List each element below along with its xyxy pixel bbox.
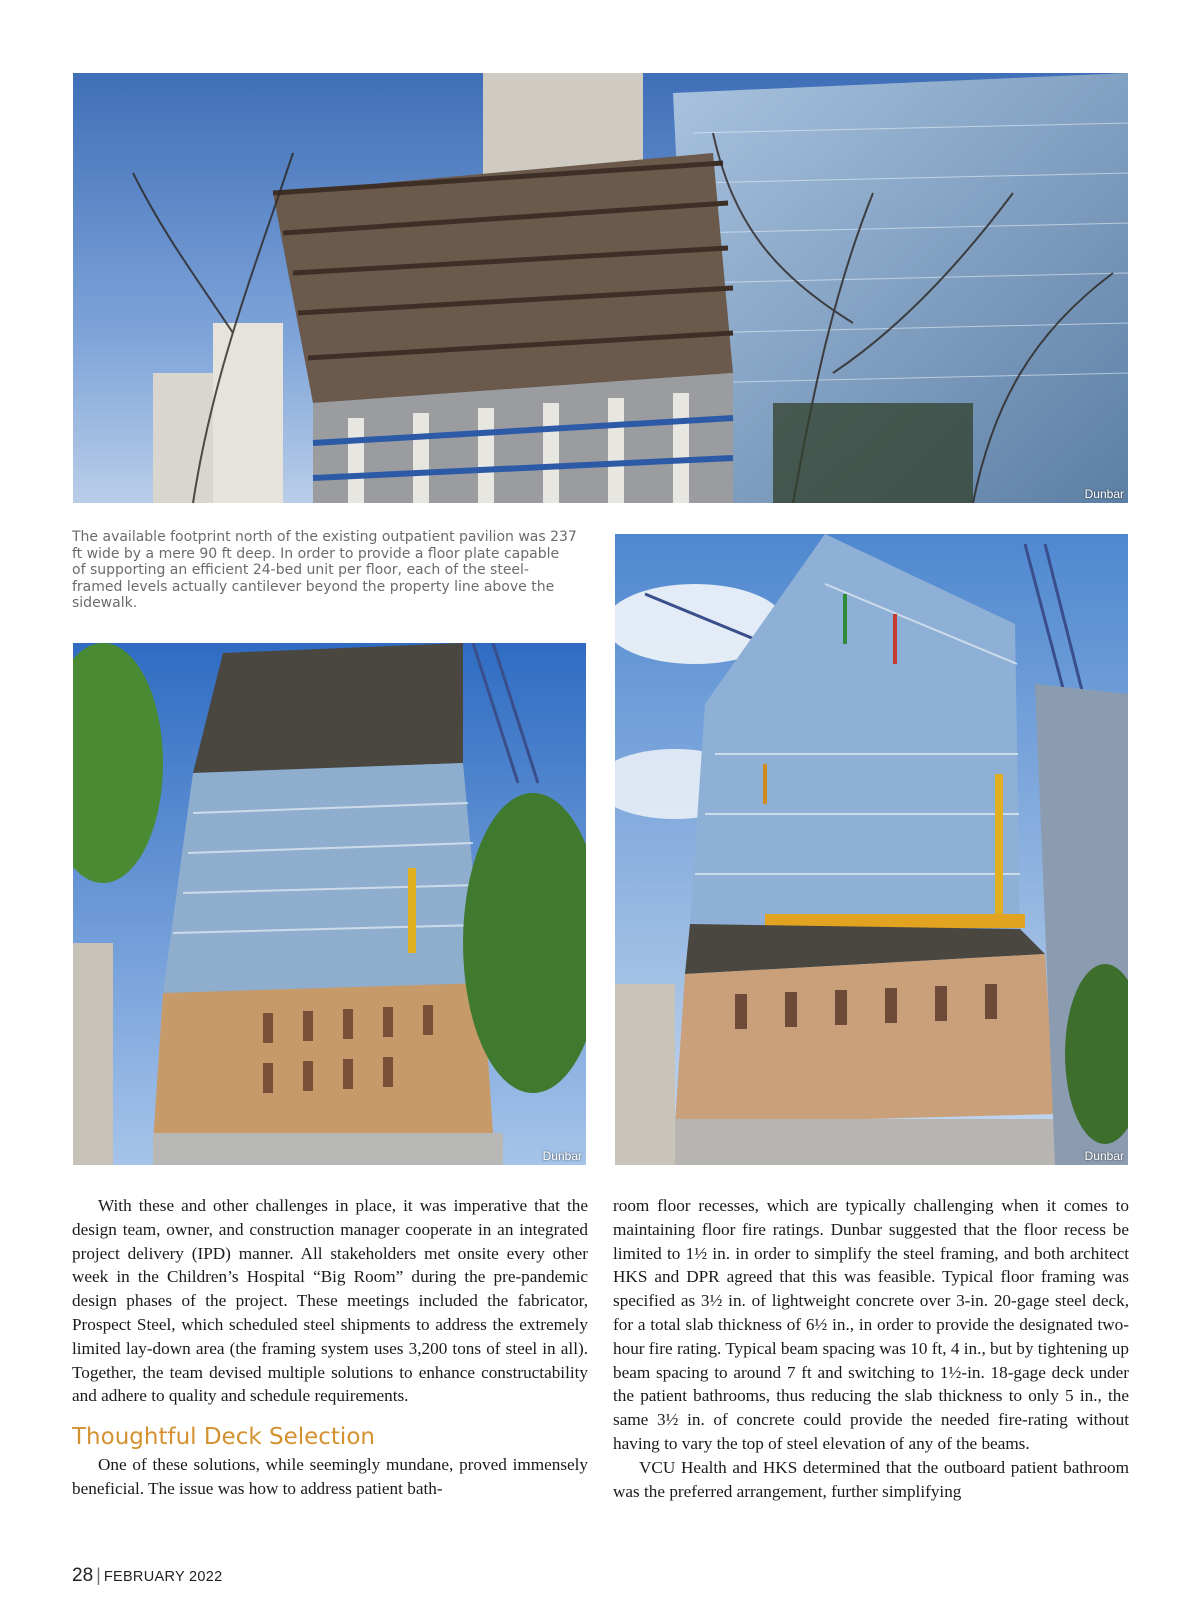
page-number: 28 bbox=[72, 1565, 94, 1586]
photo-credit: Dunbar bbox=[1084, 1149, 1124, 1163]
photo-caption: The available footprint north of the existing outpatient pavilion was 237 ft wide by a mere 90 ft deep. In order to provide a floor plate capable of supporting an efficient 24-bed unit per floor, each of the steel-framed levels actually cantilever beyond the property line above the sidewalk. bbox=[72, 529, 577, 611]
body-paragraph: room floor recesses, which are typically challenging when it comes to maintaining floor fire ratings. Dunbar suggested that the floor recess be limited to 1½ in. in order to simplify the steel framing, and both architect HKS and DPR agreed that this was feasible. Typical floor framing was specified as 3½ in. of lightweight concrete over 3-in. 20-gage steel deck, for a total slab thickness of 6½ in., in order to provide the designated two-hour fire rating. Typical beam spacing was 10 ft, 4 in., but by tightening up beam spacing to around 7 ft and switching to 1½-in. 18-gage deck under the patient bathrooms, thus reducing the slab thickness to only 5 in., the same 3½ in. of concrete could provide the needed fire-rating without having to vary the top of steel elevation of any of the beams. bbox=[613, 1196, 1129, 1453]
body-paragraph: One of these solutions, while seemingly mundane, proved immensely beneficial. The issue was how to address patient bath- bbox=[72, 1455, 588, 1498]
photo-credit: Dunbar bbox=[542, 1149, 582, 1163]
issue-date: FEBRUARY 2022 bbox=[103, 1569, 223, 1585]
body-paragraph: With these and other challenges in place, it was imperative that the design team, owner, and construction manager cooperate in an integrated project delivery (IPD) manner. All stakeholders met onsite every other week in the Children’s Hospital “Big Room” during the pre-pandemic design phases of the project. These meetings included the fabricator, Prospect Steel, which scheduled steel shipments to address the extremely limited lay-down area (the framing system uses 3,200 tons of steel in all). Together, the team devised multiple solutions to enhance constructability and adhere to quality and schedule requirements. bbox=[72, 1196, 588, 1406]
article-column-right bbox=[613, 1194, 1129, 1503]
photo-steel-frame-construction bbox=[73, 73, 1128, 503]
body-paragraph: VCU Health and HKS determined that the outboard patient bathroom was the preferred arrangement, further simplifying bbox=[613, 1457, 1129, 1501]
article-column-left bbox=[72, 1194, 588, 1501]
photo-building-right-view bbox=[615, 534, 1128, 1165]
photo-credit: Dunbar bbox=[1084, 487, 1124, 501]
photo-building-left-view bbox=[73, 643, 586, 1165]
folio-separator: | bbox=[96, 1565, 101, 1585]
section-subhead: Thoughtful Deck Selection bbox=[72, 1424, 375, 1451]
page-folio bbox=[72, 1565, 222, 1587]
